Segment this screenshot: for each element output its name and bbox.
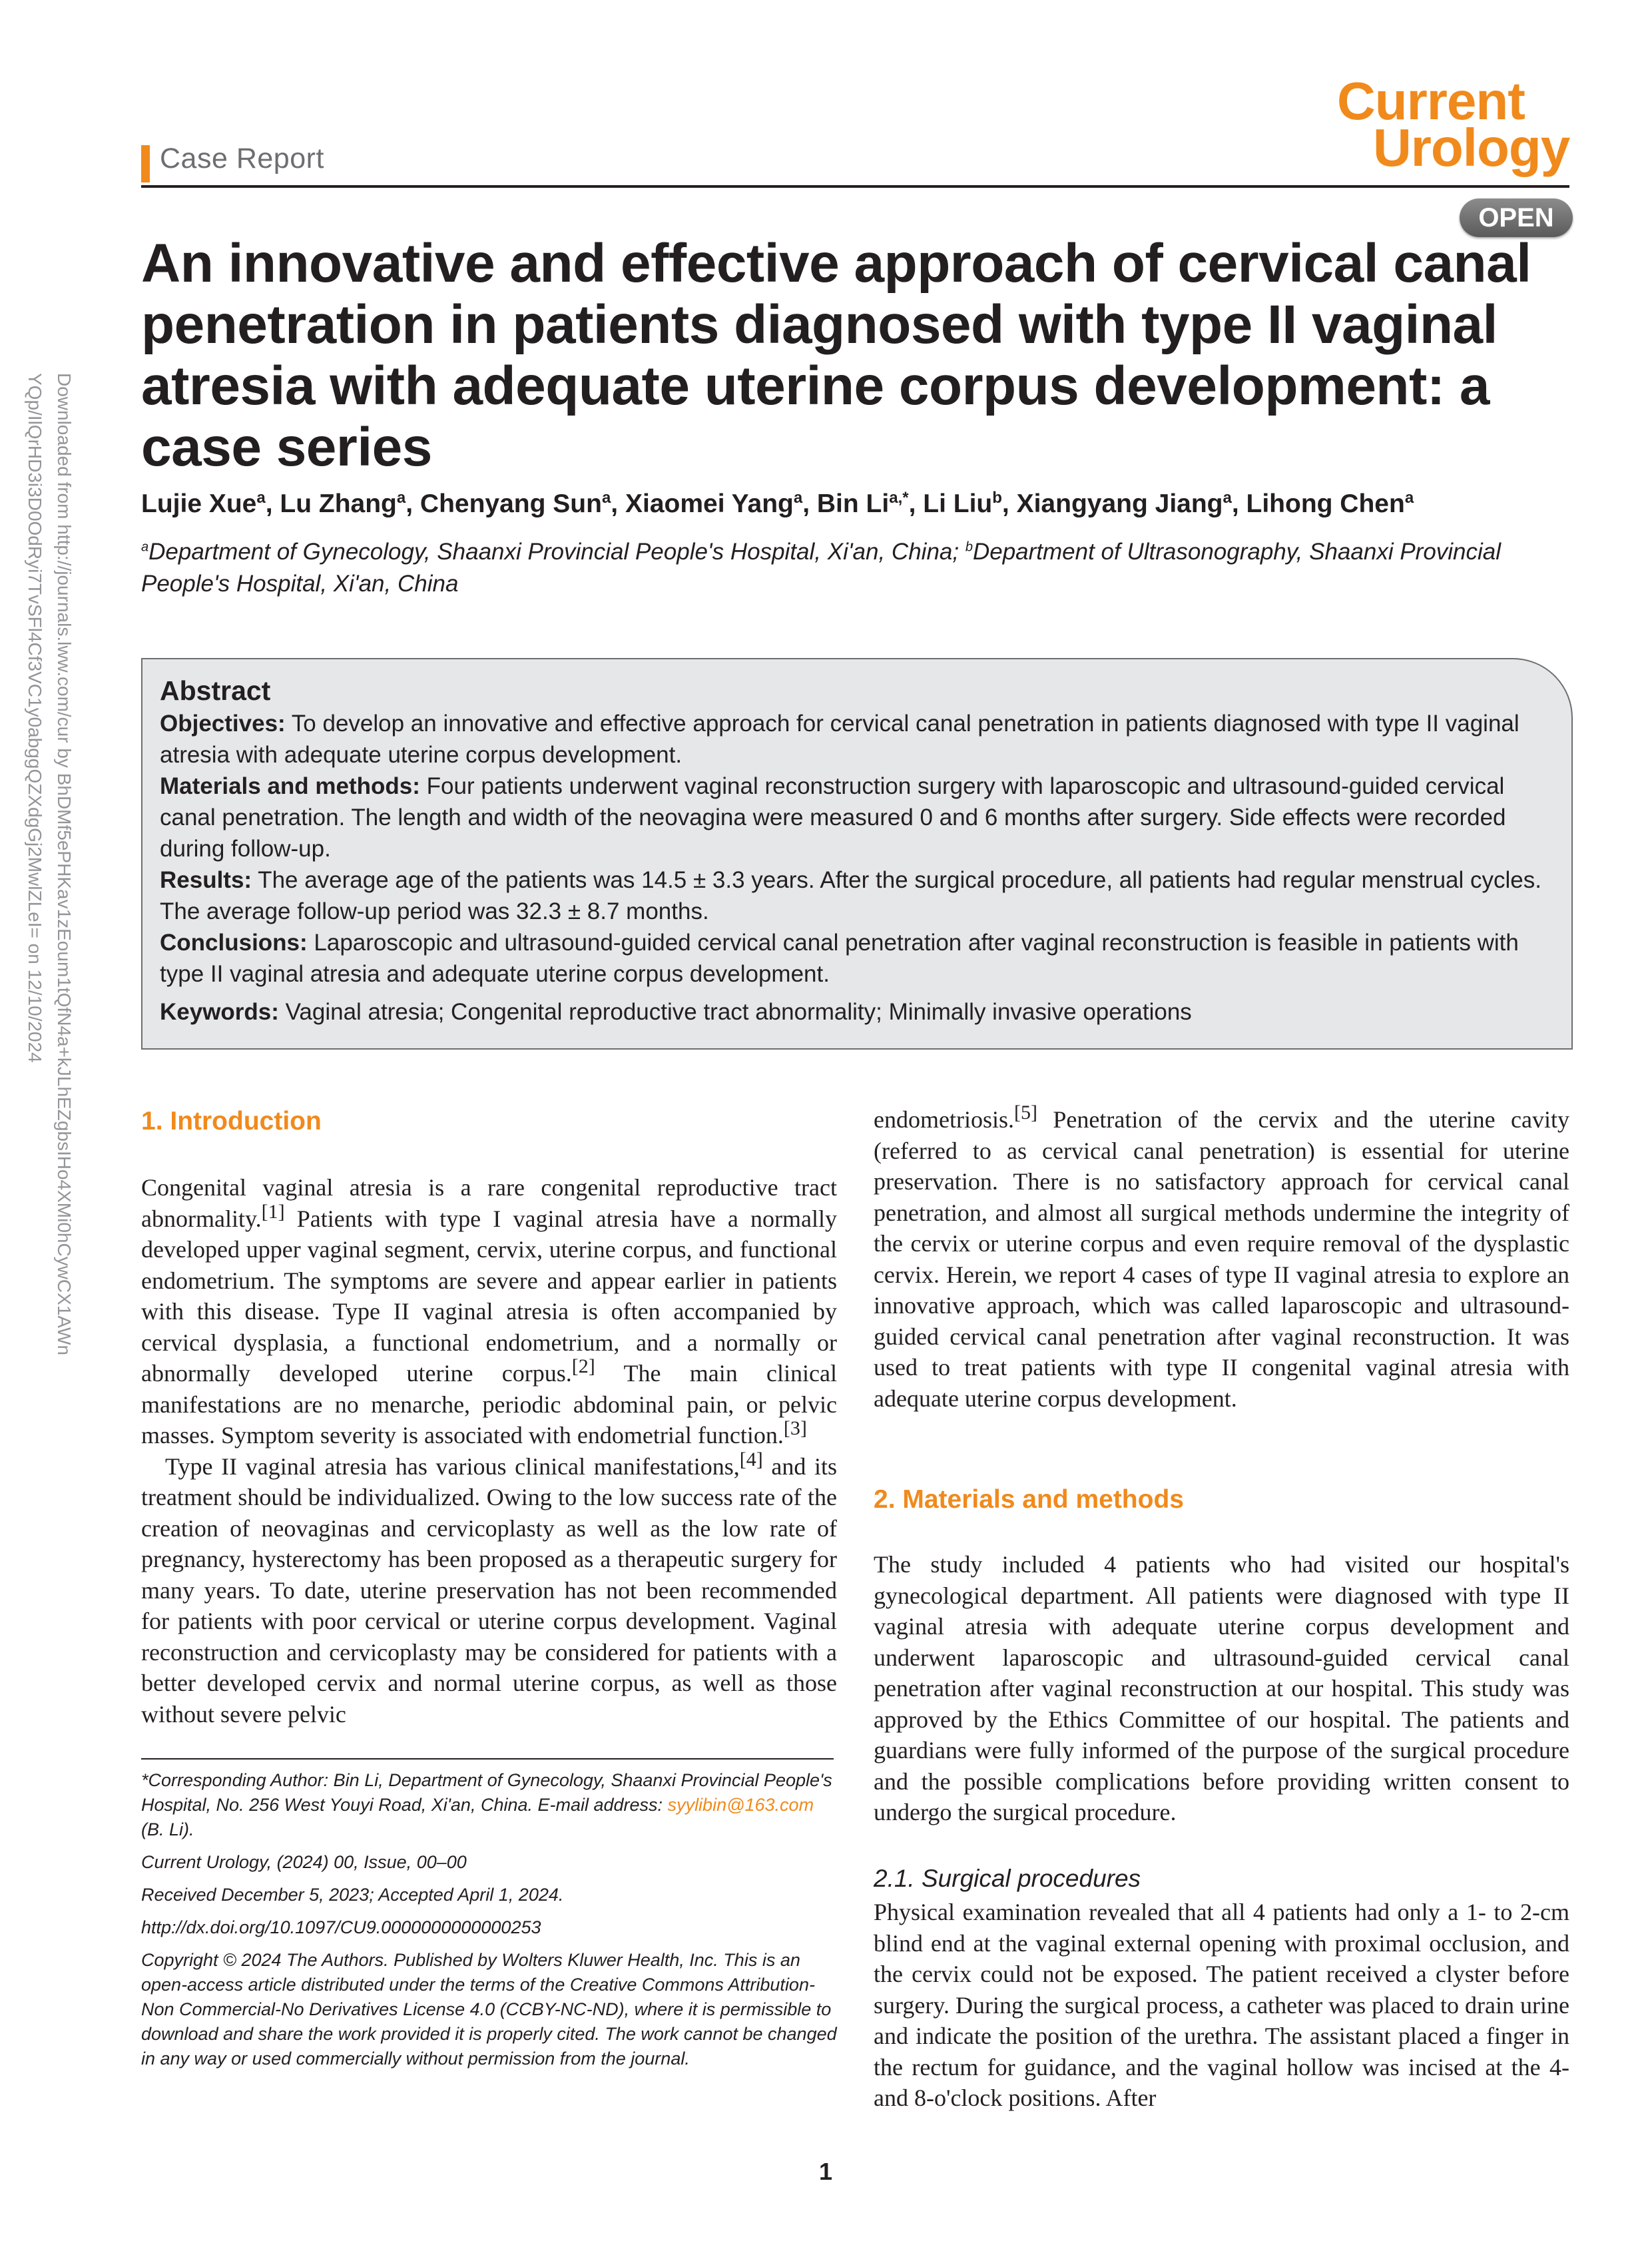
author-list: Lujie Xue$^a$, Lu Zhang$^a$, Chenyang Sun$^a$, Xiaomei Yang$^a$, Bin $Li^{a,*}$, Li Liu$^b$, Xiangyang Jiang$^a$, Lihong Chen$^a$	[141, 489, 1414, 518]
section-label: Case Report	[160, 143, 324, 174]
intro-paragraph-1: Congenital vaginal atresia is a rare congenital reproductive tract abnormality.[1] Patients with type I vaginal atresia have a normally developed upper vaginal segment, cervix, uterine corpus, and functional endometrium. The symptoms are severe and appear earlier in patients with this disease. Type II vaginal atresia is often accompanied by cervical dysplasia, a functional endometrium, and a normally or abnormally developed uterine corpus.[2] The main clinical manifestations are no menarche, periodic abdominal pain, or pelvic masses. Symptom severity is associated with endometrial function.[3]	[141, 1174, 837, 1449]
intro-paragraph-3: endometriosis.[5] Penetration of the cervix and the uterine cavity (referred to as cervical canal penetration) is essential for uterine preservation. There is no satisfactory approach for cervical canal penetration, and almost all surgical methods undermine the integrity of the cervix or uterine corpus and even require removal of the dysplastic cervix. Herein, we report 4 cases of type II vaginal atresia to explore an innovative approach, which was called laparoscopic and ultrasound-guided cervical canal penetration after vaginal reconstruction. It was used to treat patients with type II congenital vaginal atresia with adequate uterine corpus development.	[874, 1102, 1569, 1412]
author: Lihong Chen$^a$	[1246, 489, 1414, 518]
introduction-heading: 1. Introduction	[141, 1107, 322, 1135]
copyright-note: Copyright © 2024 The Authors. Published by Wolters Kluwer Health, Inc. This is an open-access article distributed under the terms of the Creative Commons Attribution-Non Commercial-No Derivatives License 4.0 (CCBY-NC-ND), where it is permissible to download and share the work provided it is properly cited. The work cannot be changed in any way or used commercially without permission from the journal.	[141, 1950, 837, 2069]
dates-line: Received December 5, 2023; Accepted April 1, 2024.	[141, 1885, 564, 1905]
abstract-methods: Materials and methods: Four patients underwent vaginal reconstruction surgery with laparoscopic and ultrasound-guided cervical canal penetration. The length and width of the neovagina were measured 0 and 6 months after surgery. Side effects were recorded during follow-up.	[160, 773, 1506, 862]
page-number: 1	[819, 2158, 833, 2185]
surgical-procedures-body	[874, 1897, 1569, 2114]
author: Chenyang Sun$^a$	[419, 489, 611, 518]
author: Bin $Li^{a,*}$	[816, 489, 909, 518]
download-watermark: Downloaded from http://journals.lww.com/cur by BhDMf5ePHKav1zEoum1tQfN4a+kJLhEZgbsIHo4XMi0hCywCX1AWn YQp/IlQrHD3i3D0OdRyi7TvSFl4Cf3VC1y0abggQZXdgGj2MwlZLeI= on 12/10/2024	[25, 373, 75, 1356]
methods-paragraph-2: Physical examination revealed that all 4 patients had only a 1- to 2-cm blind end at the vaginal external opening with proximal occlusion, and the cervix could not be exposed. The patient received a clyster before surgery. During the surgical process, a catheter was placed to drain urine and indicate the position of the urethra. The assistant placed a finger in the rectum for guidance, and the vaginal hollow was incised at the 4- and 8-o'clock positions. After	[874, 1899, 1569, 2111]
corresponding-author: *Corresponding Author: Bin Li, Department of Gynecology, Shaanxi Provincial People's Hospital, No. 256 West Youyi Road, Xi'an, China. E-mail address: syylibin@163.com (B. Li).	[141, 1770, 832, 1839]
citation-ref[interactable]: [1]	[261, 1200, 285, 1223]
introduction-body	[141, 1172, 837, 1730]
citation-line: Current Urology, (2024) 00, Issue, 00–00	[141, 1852, 467, 1872]
abstract-conclusions: Conclusions: Laparoscopic and ultrasound-guided cervical canal penetration after vaginal reconstruction is feasible in patients with type II vaginal atresia and adequate uterine corpus development.	[160, 930, 1519, 987]
author: Li Liu$^b$	[923, 489, 1002, 518]
doi-link[interactable]: http://dx.doi.org/10.1097/CU9.0000000000000253	[141, 1917, 541, 1937]
journal-logo-line1: Current	[1337, 71, 1525, 131]
abstract-keywords: Keywords: Vaginal atresia; Congenital reproductive tract abnormality; Minimally invasive operations	[160, 999, 1192, 1025]
abstract-results: Results: The average age of the patients was 14.5 ± 3.3 years. After the surgical procedure, all patients had regular menstrual cycles. The average follow-up period was 32.3 ± 8.7 months.	[160, 867, 1541, 924]
affiliations: $^a$Department of Gynecology, Shaanxi Provincial People's Hospital, Xi'an, China; $^b$Department of Ultrasonography, Shaanxi Provincial People's Hospital, Xi'an, China	[141, 539, 1502, 597]
header-divider	[141, 185, 1569, 188]
abstract-body	[160, 708, 1555, 1028]
methods-paragraph-1: The study included 4 patients who had visited our hospital's gynecological department. All patients were diagnosed with type II vaginal atresia with adequate uterine corpus development and underwent laparoscopic and ultrasound-guided cervical canal penetration after vaginal reconstruction at our hospital. This study was approved by the Ethics Committee of our hospital. The patients and guardians were fully informed of the purpose of the surgical procedure and the possible complications before providing written consent to undergo the surgical procedure.	[874, 1551, 1569, 1825]
case-report-accent-bar	[141, 145, 150, 182]
introduction-continued	[874, 1104, 1569, 1414]
email-link[interactable]: syylibin@163.com	[667, 1795, 814, 1815]
journal-logo-line2: Urology	[1373, 118, 1570, 177]
citation-ref[interactable]: [3]	[783, 1417, 807, 1439]
footnote-divider	[141, 1758, 834, 1760]
methods-body	[874, 1549, 1569, 1828]
footnote	[141, 1768, 837, 2079]
author: Lu Zhang$^a$	[280, 489, 406, 518]
surgical-procedures-heading: 2.1. Surgical procedures	[874, 1865, 1141, 1892]
open-access-badge: OPEN	[1460, 198, 1573, 237]
author: Lujie Xue$^a$	[141, 489, 266, 518]
citation-ref[interactable]: [2]	[571, 1355, 595, 1377]
article-title: An innovative and effective approach of cervical canal penetration in patients diagnosed with type II vaginal atresia with adequate uterine corpus development: a case series	[141, 233, 1531, 478]
author: Xiangyang Jiang$^a$	[1016, 489, 1232, 518]
intro-paragraph-2: Type II vaginal atresia has various clinical manifestations,[4] and its treatment should be individualized. Owing to the low success rate of the creation of neovaginas and cervicoplasty as well as the low rate of pregnancy, hysterectomy has been proposed as a therapeutic surgery for many years. To date, uterine preservation has not been recommended for patients with poor cervical or uterine corpus development. Vaginal reconstruction and cervicoplasty may be considered for patients with a better developed cervix and normal uterine corpus, as well as those without severe pelvic	[141, 1448, 837, 1728]
citation-ref[interactable]: [5]	[1013, 1102, 1037, 1124]
author: Xiaomei Yang$^a$	[625, 489, 803, 518]
methods-heading: 2. Materials and methods	[874, 1485, 1184, 1514]
abstract-heading: Abstract	[160, 675, 271, 706]
abstract-objectives: Objectives: To develop an innovative and effective approach for cervical canal penetration in patients diagnosed with type II vaginal atresia with adequate uterine corpus development.	[160, 711, 1519, 768]
citation-ref[interactable]: [4]	[739, 1448, 763, 1470]
